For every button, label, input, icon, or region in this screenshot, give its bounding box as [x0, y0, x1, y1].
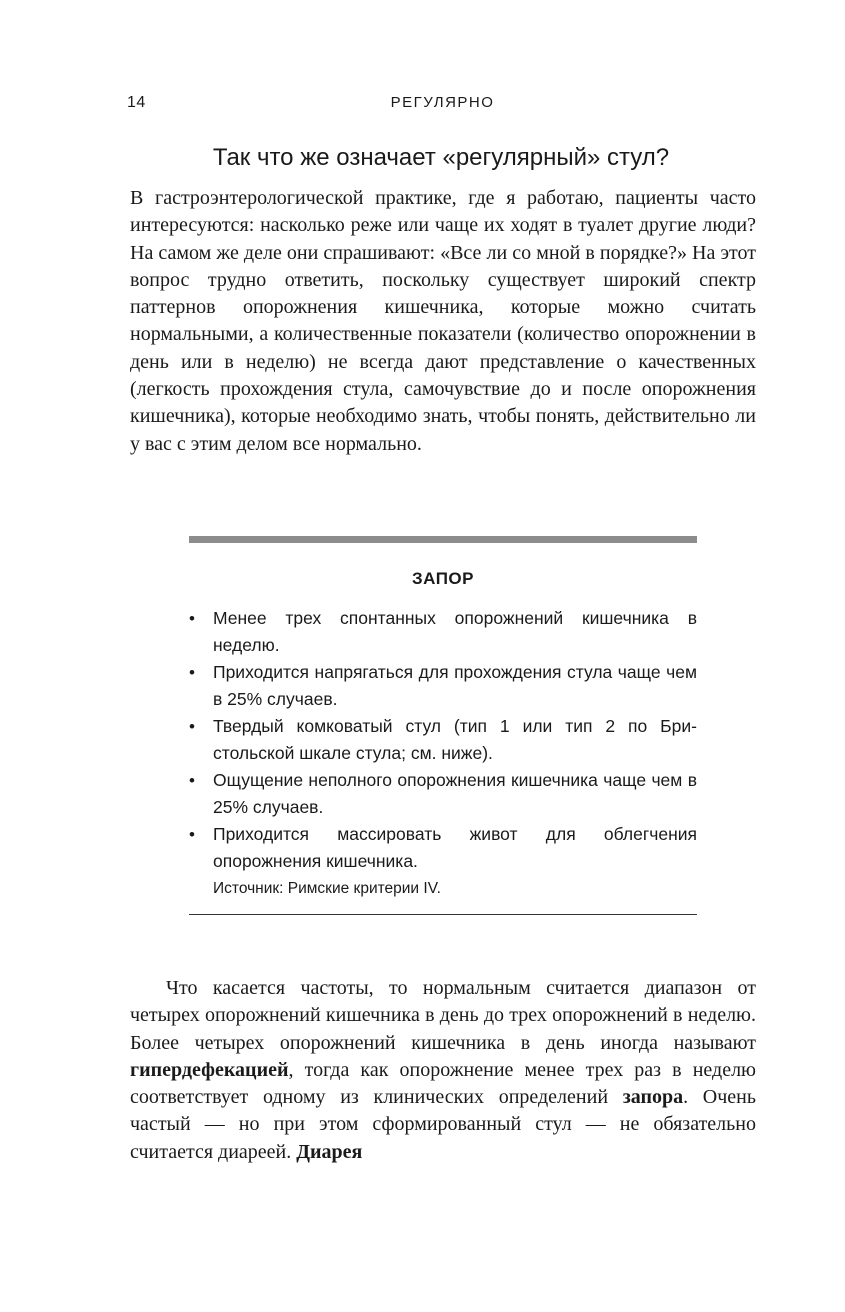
constipation-sidebar: [189, 536, 697, 915]
paragraph-text: , тогда как опорожнение менее трех раз в неделю соответствует одному из клинических определений: [130, 1058, 756, 1109]
page-number: 14: [127, 94, 146, 111]
criteria-item: [189, 821, 697, 875]
bullet-icon: •: [189, 717, 195, 736]
running-head: РЕГУЛЯРНО: [390, 94, 495, 111]
sidebar-title: ЗАПОР: [412, 569, 474, 588]
criteria-text: Приходится массировать живот для облегчения опорожнения кишечника.: [213, 824, 697, 871]
term-constipation: запора: [622, 1086, 684, 1109]
criteria-item: [189, 659, 697, 713]
sidebar-top-rule: [189, 536, 697, 543]
term-diarrhea: Диарея: [296, 1140, 363, 1163]
criteria-text: Приходится напрягаться для прохождения стула чаще чем в 25% случаев.: [213, 662, 697, 709]
term-hyperdefecation: гипердефекацией: [130, 1058, 289, 1081]
bullet-icon: •: [189, 825, 195, 844]
bullet-icon: •: [189, 771, 195, 790]
bullet-icon: •: [189, 609, 195, 628]
paragraph-text: . Очень частый — но при этом сформированный стул — не обязательно считается диареей.: [130, 1086, 757, 1163]
criteria-text: Менее трех спонтанных опорожнений кишечника в неделю.: [213, 608, 697, 655]
section-title: Так что же означает «регулярный» стул?: [212, 144, 670, 171]
criteria-item: [189, 605, 697, 659]
criteria-text: Твердый комковатый стул (тип 1 или тип 2 по Бристольской шкале стула; см. ниже).: [213, 716, 697, 763]
bullet-icon: •: [189, 663, 195, 682]
body-paragraph-1: В гастроэнтерологической практике, где я работаю, пациенты часто интересуются: насколько реже или чаще их ходят в туалет другие люди? На самом же деле они спрашивают: «Все ли со мной в порядке?» На этот вопрос трудно ответить, поскольку существует широкий спектр паттернов опорожнения кишечника, которые можно считать нормальными, а количественные показатели (количество опорожнении в день или в неделю) не всегда дают представление о качественных (легкость прохождения стула, самочувствие до и после опорожнения кишечника), которые необходимо знать, чтобы понять, действительно ли у вас с этим делом все нормально.: [130, 187, 756, 455]
body-paragraph-2: [130, 975, 756, 1166]
criteria-list: [189, 605, 697, 875]
paragraph-text: Что касается частоты, то нормальным считается диапазон от четырех опорожнений кишечника в день до трех опорожнений в неделю. Более четырех опорожнений кишечника в день иногда называют: [130, 977, 756, 1054]
criteria-item: [189, 767, 697, 821]
criteria-item: [189, 713, 697, 767]
sidebar-bottom-rule: [189, 914, 697, 915]
criteria-text: Ощущение неполного опорожнения кишечника чаще чем в 25% случаев.: [213, 770, 697, 817]
source-note: Источник: Римские критерии IV.: [213, 880, 441, 897]
